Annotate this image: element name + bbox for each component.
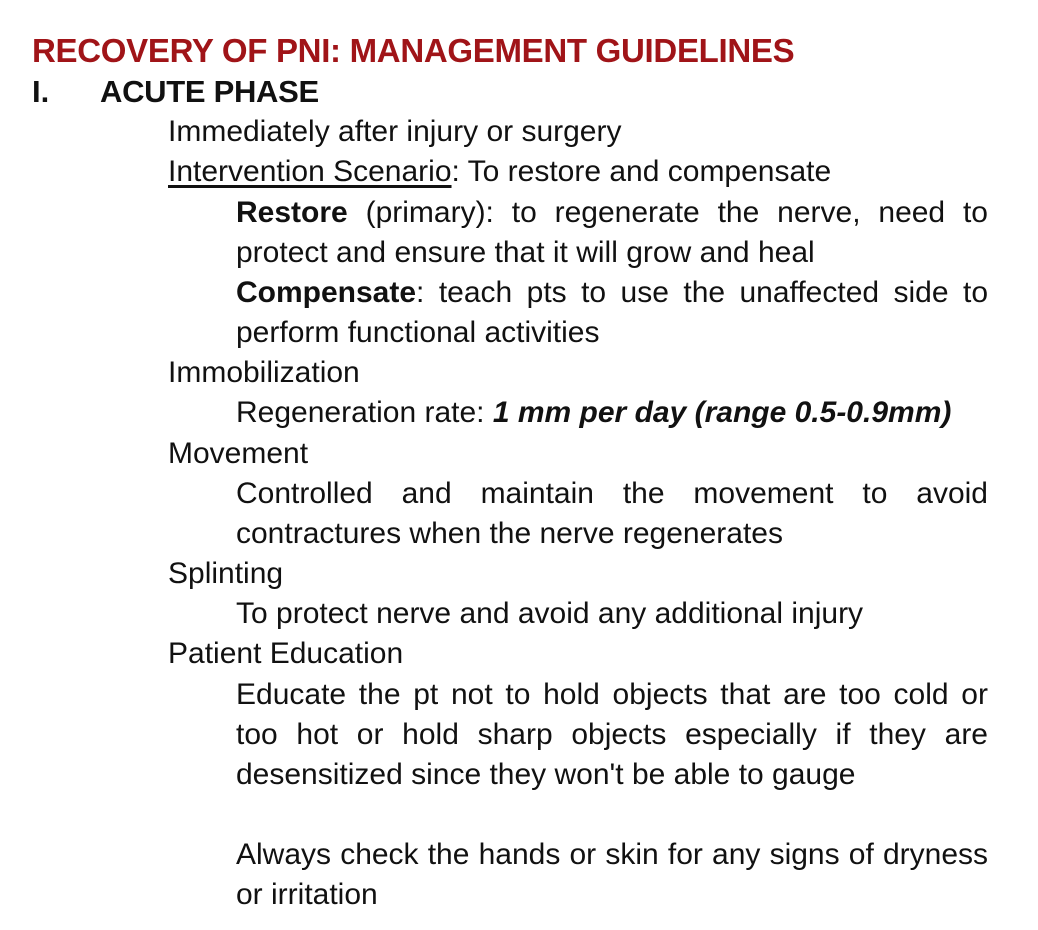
section-number: I. xyxy=(32,74,50,109)
regeneration-rate-value: 1 mm per day (range 0.5-0.9mm) xyxy=(492,396,952,429)
movement-heading: Movement xyxy=(168,437,309,470)
intervention-line xyxy=(168,152,831,192)
education-point-2: Always check the hands or skin for any signs of dryness or irritation xyxy=(236,838,988,911)
section-title: ACUTE PHASE xyxy=(100,74,319,109)
intervention-label: Intervention Scenario xyxy=(168,155,452,188)
restore-text: (primary): to regenerate the nerve, need to protect and ensure that it will grow and heal xyxy=(236,196,988,269)
restore-term: Restore xyxy=(236,196,348,229)
immobilization-heading: Immobilization xyxy=(168,356,360,389)
education-heading: Patient Education xyxy=(168,637,404,670)
regeneration-rate-label: Regeneration rate: xyxy=(236,396,493,429)
intervention-text: : To restore and compensate xyxy=(451,155,832,188)
regeneration-rate-line xyxy=(236,393,988,433)
education-point-1: Educate the pt not to hold objects that are too cold or too hot or hold sharp objects especially if they are desensitized since they won't be able to gauge xyxy=(236,678,988,791)
timing-text: Immediately after injury or surgery xyxy=(168,115,622,148)
restore-paragraph xyxy=(236,193,988,273)
compensate-paragraph xyxy=(236,273,988,353)
splinting-text: To protect nerve and avoid any additional injury xyxy=(236,597,864,630)
document-title: RECOVERY OF PNI: MANAGEMENT GUIDELINES xyxy=(32,32,795,69)
compensate-term: Compensate xyxy=(236,276,417,309)
compensate-text: : teach pts to use the unaffected side to perform functional activities xyxy=(236,276,988,349)
movement-text: Controlled and maintain the movement to avoid contractures when the nerve regenerates xyxy=(236,477,988,550)
splinting-heading: Splinting xyxy=(168,557,284,590)
